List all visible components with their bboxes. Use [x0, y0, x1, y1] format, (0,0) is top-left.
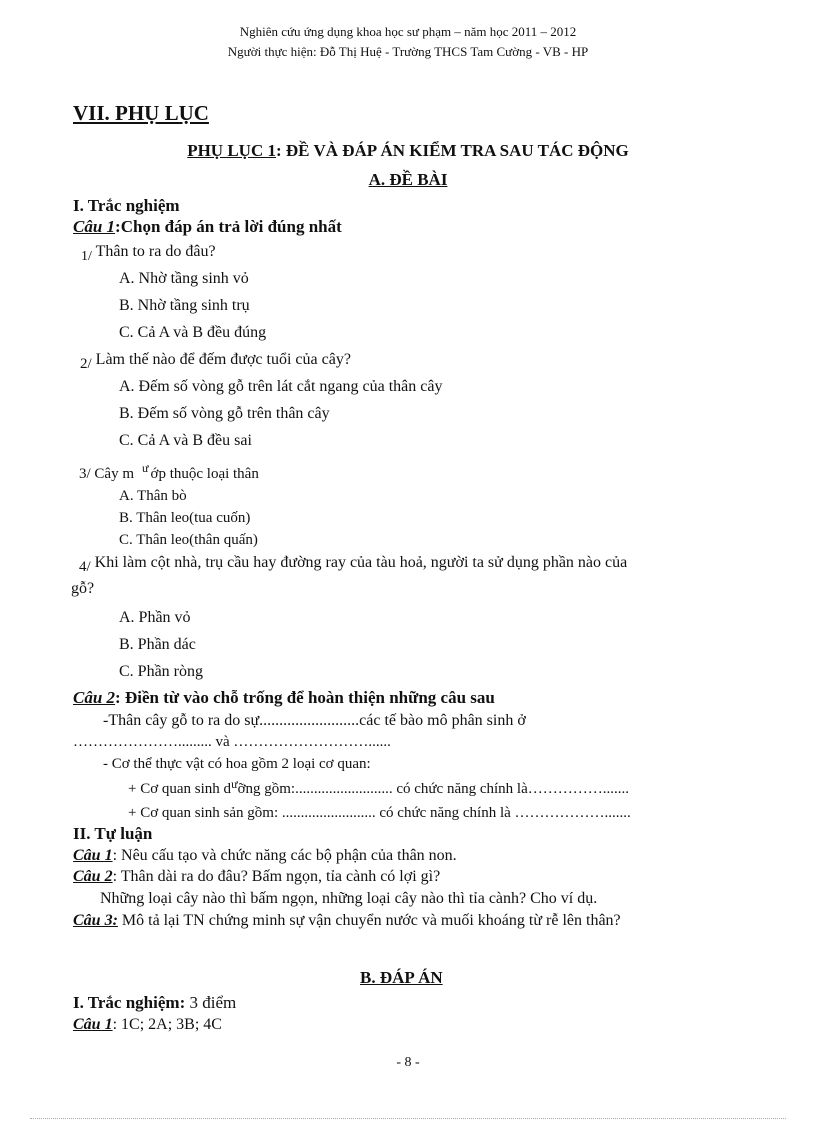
- q1-option-c: C. Cả A và B đều đúng: [119, 324, 267, 341]
- q2-option-c: C. Cả A và B đều sai: [119, 432, 252, 449]
- q2-option-a: A. Đếm số vòng gỗ trên lát cắt ngang của thân cây: [119, 378, 443, 395]
- part2-heading: II. Tự luận: [73, 824, 153, 843]
- q4-text: Khi làm cột nhà, trụ cầu hay đường ray của tàu hoả, người ta sử dụng phần nào của: [90, 554, 628, 571]
- appendix-title-rest: : ĐỀ VÀ ĐÁP ÁN KIỂM TRA SAU TÁC ĐỘNG: [275, 141, 629, 160]
- q3-question: [79, 461, 259, 483]
- cau2-label: Câu 2: [73, 688, 116, 707]
- section-title: VII. PHỤ LỤC: [73, 101, 209, 125]
- q2-question: [80, 351, 351, 372]
- page-bottom-divider: [30, 1118, 786, 1119]
- part-b-cau1-label: Câu 1: [73, 1016, 113, 1033]
- q3-option-c: C. Thân leo(thân quấn): [119, 532, 258, 548]
- part1-cau1: [73, 217, 342, 237]
- q1-question: [81, 243, 216, 264]
- q3-text-b: ớp thuộc loại thân: [150, 466, 259, 482]
- part2-cau2-cont: Những loại cây nào thì bấm ngọn, những loại cây nào thì tỉa cành? Cho ví dụ.: [100, 890, 598, 907]
- part2-cau1-text: : Nêu cấu tạo và chức năng các bộ phận của thân non.: [112, 847, 457, 864]
- fill-line-1-cont: …………………......... và ………………………......: [73, 734, 391, 750]
- part2-cau2-text: : Thân dài ra do đâu? Bấm ngọn, tỉa cành có lợi gì?: [112, 868, 441, 885]
- page-number: - 8 -: [396, 1055, 420, 1070]
- q4-option-c: C. Phần ròng: [119, 663, 203, 680]
- q2-option-b: B. Đếm số vòng gỗ trên thân cây: [119, 405, 330, 422]
- q3-text-a: 3/ Cây m: [79, 466, 134, 482]
- fill-line-4: + Cơ quan sinh sản gồm: ......................... có chức năng chính là ……………….......: [128, 805, 631, 821]
- fill-line-1: -Thân cây gỗ to ra do sự.........................các tế bào mô phân sinh ở: [103, 712, 526, 729]
- cau1-text: :Chọn đáp án trả lời đúng nhất: [115, 217, 342, 236]
- q4-question-cont: gỗ?: [71, 580, 95, 597]
- part2-cau1: [73, 847, 457, 865]
- part2-cau3: [73, 912, 621, 930]
- appendix-title-label: PHỤ LỤC 1: [187, 141, 276, 160]
- q4-option-a: A. Phần vỏ: [119, 609, 191, 626]
- part-b-title: B. ĐÁP ÁN: [360, 968, 443, 987]
- cau2-text: : Điền từ vào chỗ trống để hoàn thiện những câu sau: [115, 688, 495, 707]
- part2-cau2-label: Câu 2: [73, 868, 113, 885]
- part2-cau3-text: Mô tả lại TN chứng minh sự vận chuyển nước và muối khoáng từ rễ lên thân?: [117, 912, 621, 929]
- part-b-cau1-text: : 1C; 2A; 3B; 4C: [112, 1016, 222, 1033]
- part-a-title: A. ĐỀ BÀI: [368, 170, 448, 189]
- part-b-heading-label: I. Trắc nghiệm:: [73, 993, 186, 1012]
- header-line-2: Người thực hiện: Đỗ Thị Huệ - Trường THCS Tam Cường - VB - HP: [227, 44, 589, 59]
- part-b-cau1: [73, 1016, 222, 1034]
- fill-line-3-a: + Cơ quan sinh d: [128, 781, 232, 797]
- q1-number: 1/: [81, 249, 92, 264]
- part-b-heading: [73, 993, 236, 1013]
- q1-text: Thân to ra do đâu?: [91, 243, 216, 260]
- fill-line-2: - Cơ thể thực vật có hoa gồm 2 loại cơ quan:: [103, 756, 371, 772]
- q3-option-a: A. Thân bò: [119, 488, 187, 504]
- cau1-label: Câu 1: [73, 217, 116, 236]
- q2-number: 2/: [80, 356, 92, 372]
- q2-text: Làm thế nào để đếm được tuổi của cây?: [91, 351, 351, 368]
- header-line-1: Nghiên cứu ứng dụng khoa học sư phạm – năm học 2011 – 2012: [239, 24, 577, 39]
- appendix-title: [0, 141, 816, 161]
- part1-cau2: [73, 688, 495, 708]
- part2-cau2: [73, 868, 440, 886]
- q4-question: [79, 554, 628, 575]
- q4-option-b: B. Phần dác: [119, 636, 196, 653]
- part-b-points: 3 điểm: [185, 993, 237, 1012]
- q1-option-a: A. Nhờ tầng sinh vỏ: [119, 270, 249, 287]
- q1-option-b: B. Nhờ tầng sinh trụ: [119, 297, 250, 314]
- q4-number: 4/: [79, 559, 91, 575]
- fill-line-3-b: ỡng gồm:.......................... có chức năng chính là…………….......: [237, 781, 630, 797]
- part2-cau1-label: Câu 1: [73, 847, 113, 864]
- part1-heading: I. Trắc nghiệm: [73, 196, 180, 215]
- fill-line-3: [128, 777, 630, 798]
- fill-line-3-glyph: ư: [231, 777, 238, 791]
- q3-option-b: B. Thân leo(tua cuốn): [119, 510, 251, 526]
- part2-cau3-label: Câu 3:: [73, 912, 118, 929]
- q3-glyph: ư: [142, 461, 149, 475]
